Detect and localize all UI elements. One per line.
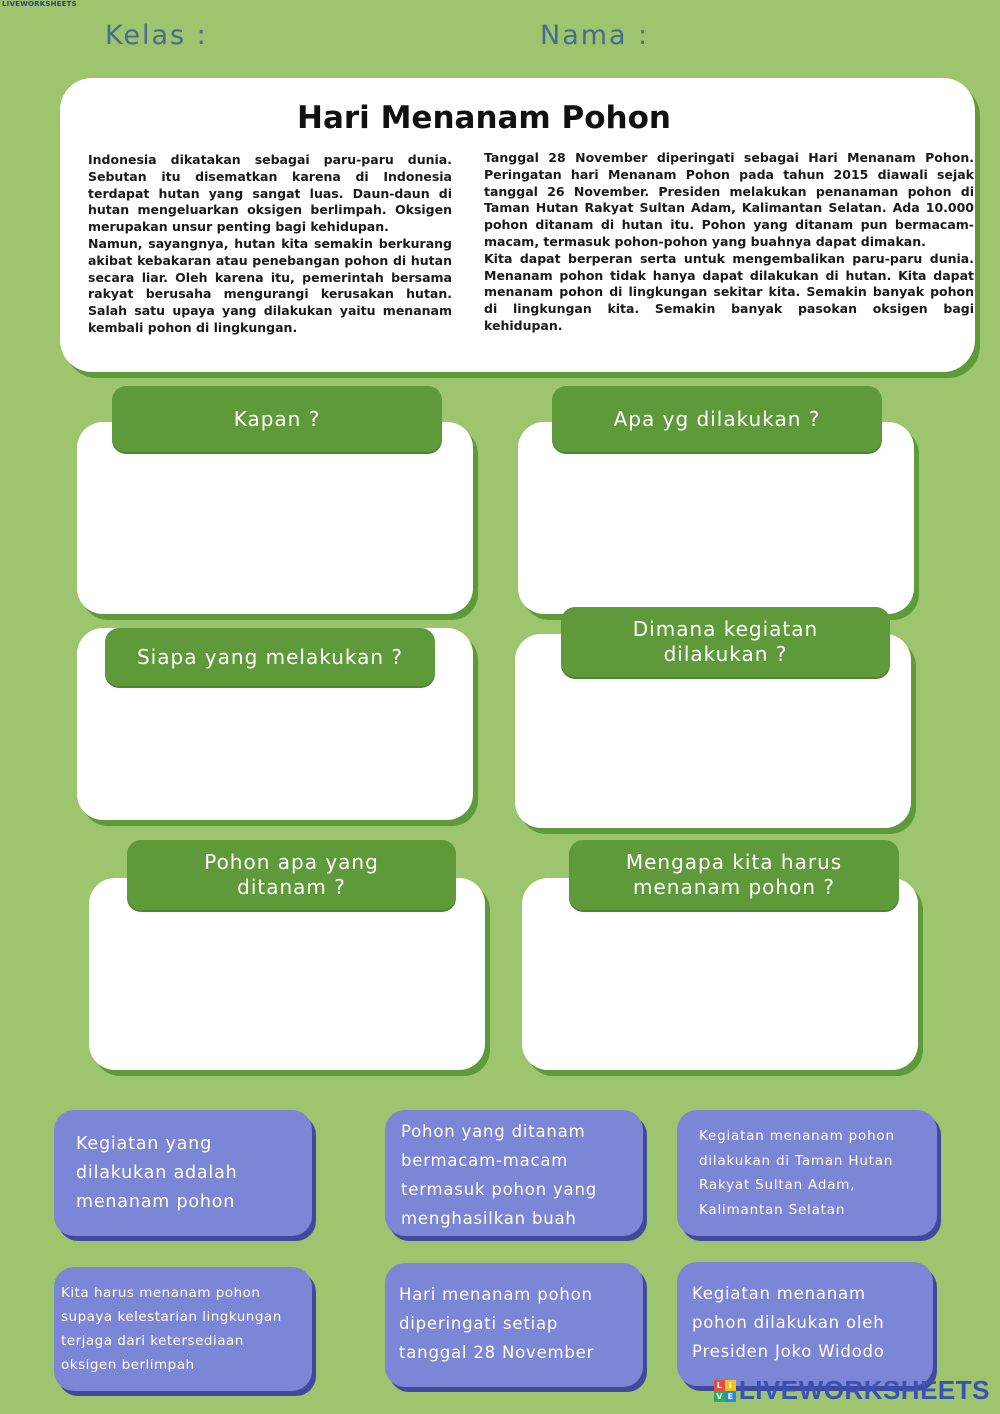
question-mengapa-line-1: Mengapa kita harus <box>625 850 843 874</box>
answer-tile-line: Pohon yang ditanam <box>401 1122 586 1141</box>
question-dimana-line-1: Dimana kegiatan <box>632 617 819 641</box>
answer-tile-line: terjaga dari ketersediaan <box>61 1333 244 1349</box>
brand-watermark-top: LIVEWORKSHEETS <box>2 0 77 8</box>
answer-tile-line: termasuk pohon yang <box>401 1180 597 1199</box>
article-right-column <box>484 150 974 335</box>
question-dimana <box>561 607 890 677</box>
article-left-column <box>88 152 452 337</box>
question-kapan-label: Kapan ? <box>233 406 321 431</box>
kelas-label: Kelas : <box>105 20 208 51</box>
question-siapa <box>105 628 435 686</box>
article-right-paragraph-2: Kita dapat berperan serta untuk mengembalikan paru-paru dunia. Menanam pohon tidak hanya dapat dilakukan di hutan. Kita dapat menanam pohon di lingkungan sekitar kita. Semakin banyak pohon di lingkungan kita. Semakin banyak pasokan oksigen bagi kehidupan. <box>484 250 974 333</box>
article-left-paragraph-2: Namun, sayangnya, hutan kita semakin berkurang akibat kebakaran atau penebangan pohon di hutan secara liar. Oleh karena itu, pemerintah bersama rakyat berusaha mengurangi kerusakan hutan. Salah satu upaya yang dilakukan yaitu menanam kembali pohon di lingkungan. <box>88 235 452 335</box>
answer-tile-kapan[interactable] <box>385 1263 643 1387</box>
logo-cube-icon <box>714 1380 736 1402</box>
answer-tile-line: oksigen berlimpah <box>61 1357 195 1373</box>
answer-tile-line: menghasilkan buah <box>401 1209 577 1228</box>
logo-cube-letter: L <box>714 1380 725 1391</box>
answer-tile-line: Kegiatan menanam <box>692 1284 866 1303</box>
question-kapan <box>112 386 442 452</box>
answer-tile-line: dilakukan adalah <box>76 1163 238 1183</box>
question-pohon-line-1: Pohon apa yang <box>204 850 379 874</box>
answer-tile-line: Kalimantan Selatan <box>699 1201 846 1218</box>
answer-tile-line: dilakukan di Taman Hutan <box>699 1152 894 1169</box>
question-pohon-line-2: ditanam ? <box>237 875 346 899</box>
answer-tile-mengapa[interactable] <box>54 1267 312 1391</box>
question-siapa-label: Siapa yang melakukan ? <box>136 644 403 669</box>
logo-cube-letter: E <box>725 1391 736 1402</box>
answer-tile-line: Kita harus menanam pohon <box>61 1285 261 1301</box>
answer-tile-line: tanggal 28 November <box>399 1343 595 1362</box>
question-apa-label: Apa yg dilakukan ? <box>613 406 821 431</box>
article-left-paragraph-1: Indonesia dikatakan sebagai paru-paru dunia. Sebutan itu disematkan karena di Indonesia terdapat hutan yang sangat luas. Daun-daun di hutan mengeluarkan oksigen berlimpah. Oksigen merupakan unsur penting bagi kehidupan. <box>88 152 452 235</box>
question-mengapa <box>569 840 899 910</box>
answer-tile-dimana[interactable] <box>677 1110 937 1236</box>
answer-tile-line: Hari menanam pohon <box>399 1285 593 1304</box>
answer-tile-line: Presiden Joko Widodo <box>692 1342 885 1361</box>
article-title: Hari Menanam Pohon <box>297 100 671 136</box>
logo-cube-letter: V <box>714 1391 725 1402</box>
question-mengapa-line-2: menanam pohon ? <box>633 875 835 899</box>
answer-tile-kegiatan[interactable] <box>54 1110 312 1236</box>
answer-tile-line: bermacam-macam <box>401 1151 569 1170</box>
answer-tile-line: Rakyat Sultan Adam, <box>699 1177 856 1193</box>
liveworksheets-logo <box>714 1375 990 1406</box>
question-pohon <box>127 840 456 910</box>
answer-tile-line: diperingati setiap <box>399 1314 559 1333</box>
question-dimana-line-2: dilakukan ? <box>663 642 788 666</box>
logo-cube-letter: I <box>725 1380 736 1391</box>
logo-text: LIVEWORKSHEETS <box>738 1375 990 1405</box>
answer-tile-line: Kegiatan yang <box>76 1134 212 1154</box>
nama-label: Nama : <box>540 20 650 51</box>
question-apa <box>552 386 882 452</box>
article-right-paragraph-1: Tanggal 28 November diperingati sebagai Hari Menanam Pohon. Peringatan hari Menanam Pohon pada tahun 2015 diawali sejak tanggal 26 November. Presiden melakukan penanaman pohon di Taman Hutan Rakyat Sultan Adam, Kalimantan Selatan. Ada 10.000 pohon ditanam di hutan itu. Pohon yang ditanam pun bermacam-macam, termasuk pohon-pohon yang buahnya dapat dimakan. <box>484 150 974 249</box>
answer-tile-siapa[interactable] <box>677 1262 933 1386</box>
answer-tile-line: pohon dilakukan oleh <box>692 1313 885 1332</box>
answer-tile-line: Kegiatan menanam pohon <box>699 1128 895 1144</box>
answer-tile-line: supaya kelestarian lingkungan <box>61 1309 282 1325</box>
answer-tile-line: menanam pohon <box>76 1192 236 1212</box>
answer-tile-pohon[interactable] <box>385 1110 643 1236</box>
